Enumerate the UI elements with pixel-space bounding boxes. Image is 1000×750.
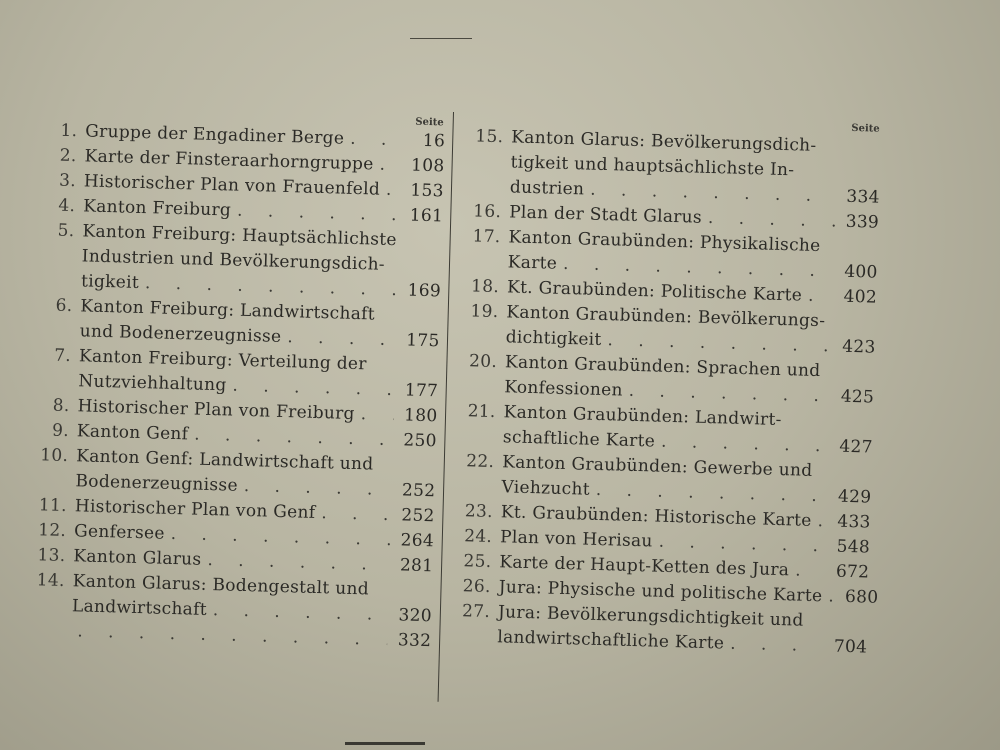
dot-leader bbox=[315, 503, 391, 525]
page-number: 161 bbox=[409, 205, 444, 227]
entry-number: 27. bbox=[461, 601, 491, 622]
entry-title: Kanton Graubünden: Landwirt- bbox=[503, 402, 782, 431]
page-number: 108 bbox=[410, 155, 445, 177]
page-number: 423 bbox=[841, 336, 876, 358]
dot-leader bbox=[281, 327, 396, 350]
dot-leader bbox=[207, 600, 389, 625]
entry-number: 26. bbox=[462, 576, 492, 597]
entry-number: 1. bbox=[60, 120, 78, 142]
entry-number: 4. bbox=[58, 195, 76, 217]
page-number: 680 bbox=[844, 586, 879, 608]
dot-leader bbox=[652, 531, 826, 556]
page-number: 252 bbox=[401, 480, 436, 502]
entry-number: 6. bbox=[55, 295, 73, 317]
entry-title: und Bodenerzeugnisse bbox=[79, 321, 282, 347]
page-number: 339 bbox=[845, 211, 880, 233]
right-column bbox=[447, 112, 882, 663]
entry-title: Kanton Glarus: Bodengestalt und bbox=[72, 571, 370, 600]
page-number: 153 bbox=[410, 180, 445, 202]
page-number: 402 bbox=[843, 286, 878, 308]
entry-number: 17. bbox=[472, 226, 501, 248]
dot-leader bbox=[655, 432, 829, 457]
entry-title: Historischer Plan von Freiburg bbox=[77, 396, 356, 425]
page-number: 332 bbox=[397, 630, 432, 652]
entry-title: tigkeit und hauptsächlichste In- bbox=[510, 152, 795, 181]
entry-title: Karte bbox=[507, 252, 558, 274]
entry-title: landwirtschaftliche Karte bbox=[497, 627, 725, 654]
toc-entry bbox=[447, 601, 868, 663]
entry-title: Kanton Genf: Landwirtschaft und bbox=[75, 446, 374, 475]
entry-number: 12. bbox=[37, 520, 67, 542]
entry-title: Jura: Bevölkerungsdichtigkeit und bbox=[497, 602, 804, 631]
bottom-rule bbox=[345, 742, 425, 745]
entry-number: 14. bbox=[36, 570, 66, 591]
entry-title: Landwirtschaft bbox=[71, 596, 208, 620]
entry-title: Kanton Freiburg: Verteilung der bbox=[78, 346, 368, 375]
page-number: 252 bbox=[401, 505, 435, 527]
entry-number: 22. bbox=[466, 451, 495, 473]
page-number: 16 bbox=[422, 130, 446, 152]
dot-leader bbox=[789, 560, 826, 581]
entry-title: Kanton Freiburg bbox=[82, 196, 232, 221]
entry-title: Kanton Freiburg: Landwirtschaft bbox=[80, 296, 376, 325]
entry-number: 18. bbox=[470, 276, 500, 298]
toc-entry bbox=[31, 220, 443, 306]
entry-title: dustrien bbox=[509, 177, 585, 200]
entry-title: Kanton Graubünden: Sprachen und bbox=[504, 352, 821, 382]
dot-leader bbox=[354, 404, 393, 425]
entry-number: 10. bbox=[40, 445, 69, 467]
page-number: 320 bbox=[398, 605, 433, 627]
entry-number: 21. bbox=[467, 401, 496, 423]
dot-leader bbox=[231, 200, 400, 225]
entry-number: 2. bbox=[59, 145, 77, 167]
dot-leader bbox=[802, 286, 833, 307]
toc-entry bbox=[460, 126, 882, 213]
entry-number: 7. bbox=[53, 345, 72, 367]
entry-title: Konfessionen bbox=[504, 377, 624, 401]
entry-title: Jura: Physische und politische Karte bbox=[498, 577, 823, 607]
entry-number: 9. bbox=[51, 420, 70, 442]
dot-leader bbox=[380, 180, 400, 201]
page-number: 180 bbox=[403, 405, 438, 427]
entry-title: Kanton Graubünden: Gewerbe und bbox=[501, 452, 813, 481]
entry-title: Genfersee bbox=[73, 521, 166, 544]
entry-number: 3. bbox=[58, 170, 77, 192]
entry-title: Industrien und Bevölkerungsdich- bbox=[81, 246, 386, 275]
page-number: 169 bbox=[407, 280, 442, 302]
entry-number: 23. bbox=[464, 501, 494, 523]
entry-number bbox=[21, 635, 71, 636]
dot-leader bbox=[724, 634, 824, 657]
entry-number: 5. bbox=[57, 220, 75, 242]
entry-title: Karte der Haupt-Ketten des Jura bbox=[499, 552, 790, 581]
entry-title: Plan der Stadt Glarus bbox=[508, 202, 703, 228]
dot-leader bbox=[811, 511, 827, 531]
entry-number: 19. bbox=[470, 301, 499, 323]
entry-number: 13. bbox=[37, 545, 66, 566]
page-number: 334 bbox=[846, 186, 881, 208]
entry-title: tigkeit bbox=[80, 271, 140, 293]
page-number: 425 bbox=[840, 386, 875, 408]
entry-title: Plan von Herisau bbox=[499, 527, 653, 552]
dot-leader bbox=[226, 375, 394, 400]
entry-title: Historischer Plan von Genf bbox=[74, 496, 316, 523]
dot-leader bbox=[702, 208, 836, 232]
page-number: 427 bbox=[839, 436, 874, 458]
left-column bbox=[21, 106, 446, 656]
page-header-label: Seite bbox=[415, 116, 444, 129]
top-rule bbox=[410, 38, 472, 39]
page-number: 281 bbox=[399, 555, 434, 577]
entry-title: Kt. Graubünden: Historische Karte bbox=[500, 502, 812, 531]
entry-title: Kanton Genf bbox=[76, 421, 189, 445]
page-number: 548 bbox=[836, 536, 871, 558]
entry-number: 25. bbox=[463, 551, 492, 572]
page-number: 175 bbox=[405, 330, 440, 352]
entry-number: 8. bbox=[52, 395, 70, 417]
page-number: 264 bbox=[400, 530, 435, 552]
entry-title: Nutzviehhaltung bbox=[78, 371, 227, 396]
page-number: 433 bbox=[837, 511, 871, 533]
entry-title: Historischer Plan von Frauenfeld bbox=[83, 171, 381, 200]
entry-title: schaftliche Karte bbox=[502, 427, 656, 452]
dot-leader bbox=[373, 154, 400, 175]
entry-title: Viehzucht bbox=[501, 477, 591, 500]
page-number: 704 bbox=[833, 636, 868, 658]
entry-number: 24. bbox=[463, 526, 493, 548]
entry-title: Kanton Freiburg: Hauptsächlichste bbox=[82, 221, 398, 251]
page-number: 250 bbox=[403, 430, 438, 452]
page-number: 177 bbox=[404, 380, 439, 402]
dot-leader bbox=[822, 586, 835, 606]
dot-leader bbox=[344, 129, 402, 151]
entry-title: Kt. Graubünden: Politische Karte bbox=[506, 277, 803, 306]
entry-number: 15. bbox=[475, 126, 504, 148]
entry-title: Kanton Graubünden: Bevölkerungs- bbox=[506, 302, 826, 332]
entry-title: dichtigkeit bbox=[505, 327, 602, 350]
dot-leader bbox=[201, 550, 389, 575]
page-header-label: Seite bbox=[851, 122, 880, 135]
page-number: 429 bbox=[837, 486, 872, 508]
entry-title: Gruppe der Engadiner Berge bbox=[85, 121, 345, 149]
entry-title: Kanton Glarus bbox=[73, 546, 202, 570]
entry-number: 11. bbox=[38, 495, 68, 517]
entry-title: Bodenerzeugnisse bbox=[75, 471, 239, 496]
entry-title: Kanton Graubünden: Physikalische bbox=[508, 227, 821, 257]
entry-number: 16. bbox=[473, 201, 502, 223]
entry-number: 20. bbox=[468, 351, 498, 373]
entry-title: Karte der Finsteraarhorngruppe bbox=[84, 146, 374, 175]
page-number: 400 bbox=[844, 261, 878, 283]
entry-title: Kanton Glarus: Bevölkerungsdich- bbox=[511, 127, 817, 156]
page-number: 672 bbox=[835, 561, 870, 583]
dot-leader bbox=[238, 476, 392, 500]
